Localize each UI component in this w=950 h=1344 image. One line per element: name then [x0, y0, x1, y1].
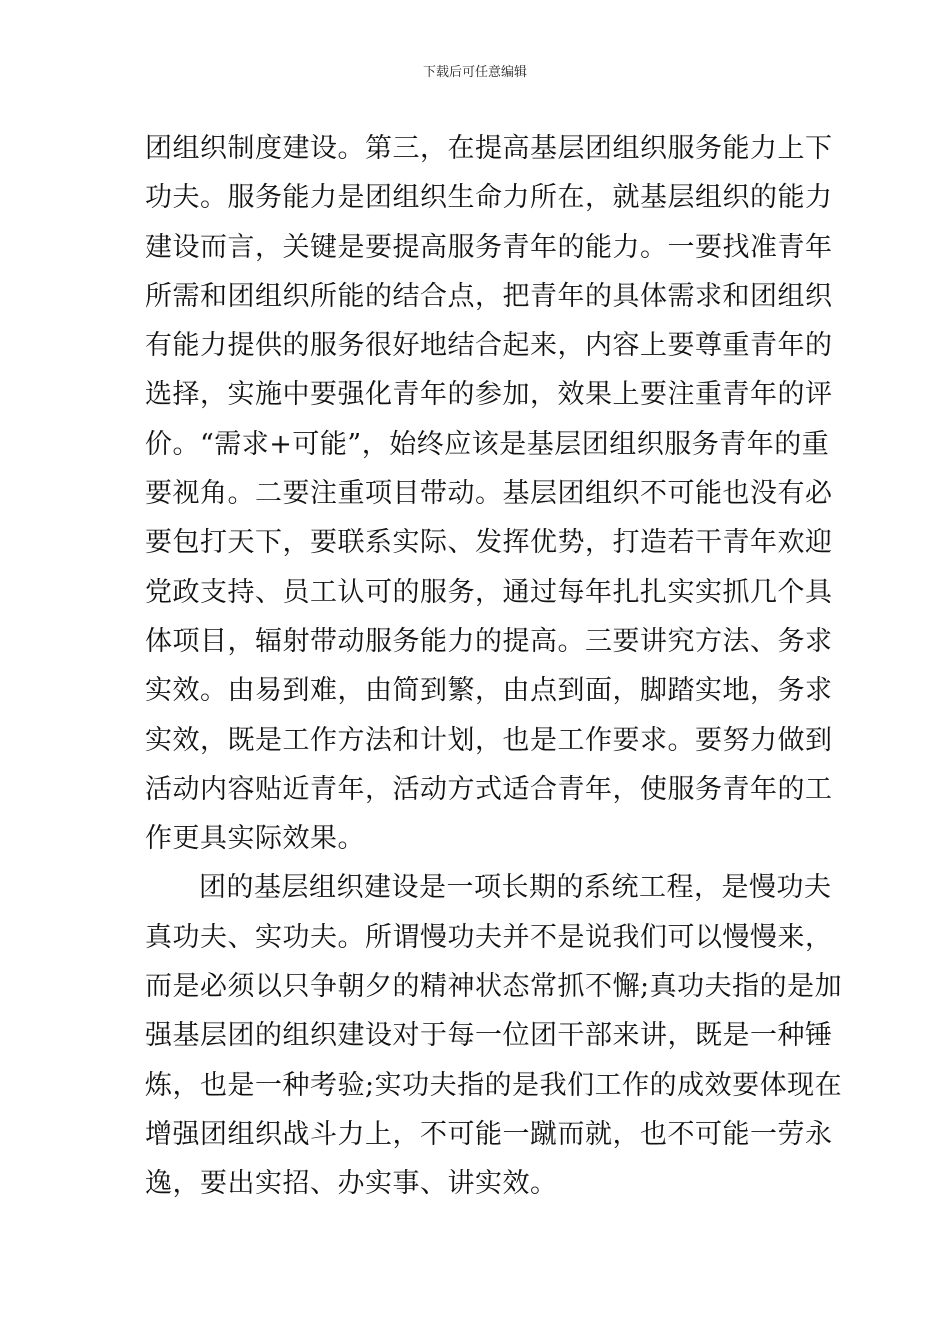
- paragraph-line: 所需和团组织所能的结合点，把青年的具体需求和团组织: [145, 280, 833, 312]
- paragraph-line: 实效，既是工作方法和计划，也是工作要求。要努力做到: [145, 724, 833, 756]
- paragraph-line: 强基层团的组织建设对于每一位团干部来讲，既是一种锤: [145, 1020, 833, 1052]
- paragraph-line: 要视角。二要注重项目带动。基层团组织不可能也没有必: [145, 478, 833, 510]
- paragraph-line: 活动内容贴近青年，活动方式适合青年，使服务青年的工: [145, 773, 833, 805]
- page-header-note: 下载后可任意编辑: [422, 65, 527, 80]
- paragraph-line: 真功夫、实功夫。所谓慢功夫并不是说我们可以慢慢来，: [145, 921, 833, 953]
- paragraph-2: [145, 863, 843, 1208]
- paragraph-line: 作更具实际效果。: [145, 823, 365, 855]
- paragraph-line: 党政支持、员工认可的服务，通过每年扎扎实实抓几个具: [145, 576, 833, 608]
- paragraph-line: 价。“需求+可能”，始终应该是基层团组织服务青年的重: [145, 428, 830, 460]
- paragraph-line: 团组织制度建设。第三，在提高基层团组织服务能力上下: [145, 133, 833, 164]
- paragraph-line: 体项目，辐射带动服务能力的提高。三要讲究方法、务求: [145, 625, 833, 657]
- paragraph-line: 有能力提供的服务很好地结合起来，内容上要尊重青年的: [145, 330, 833, 362]
- paragraph-line: 炼，也是一种考验;实功夫指的是我们工作的成效要体现在: [145, 1069, 843, 1101]
- paragraph-line: 建设而言，关键是要提高服务青年的能力。一要找准青年: [145, 231, 833, 263]
- paragraph-line: 而是必须以只争朝夕的精神状态常抓不懈;真功夫指的是加: [145, 971, 843, 1003]
- paragraph-line: 实效。由易到难，由简到繁，由点到面，脚踏实地，务求: [145, 675, 833, 707]
- paragraph-line: 要包打天下，要联系实际、发挥优势，打造若干青年欢迎: [145, 527, 833, 559]
- paragraph-line: 功夫。服务能力是团组织生命力所在，就基层组织的能力: [145, 182, 833, 214]
- paragraph-line: 选择，实施中要强化青年的参加，效果上要注重青年的评: [145, 379, 833, 411]
- paragraph-line: 增强团组织战斗力上，不可能一蹴而就，也不可能一劳永: [145, 1118, 833, 1150]
- document-body: [145, 124, 843, 1209]
- paragraph-line: 团的基层组织建设是一项长期的系统工程，是慢功夫: [199, 872, 832, 904]
- paragraph-line: 逸，要出实招、办实事、讲实效。: [145, 1168, 558, 1200]
- paragraph-1: [145, 124, 833, 863]
